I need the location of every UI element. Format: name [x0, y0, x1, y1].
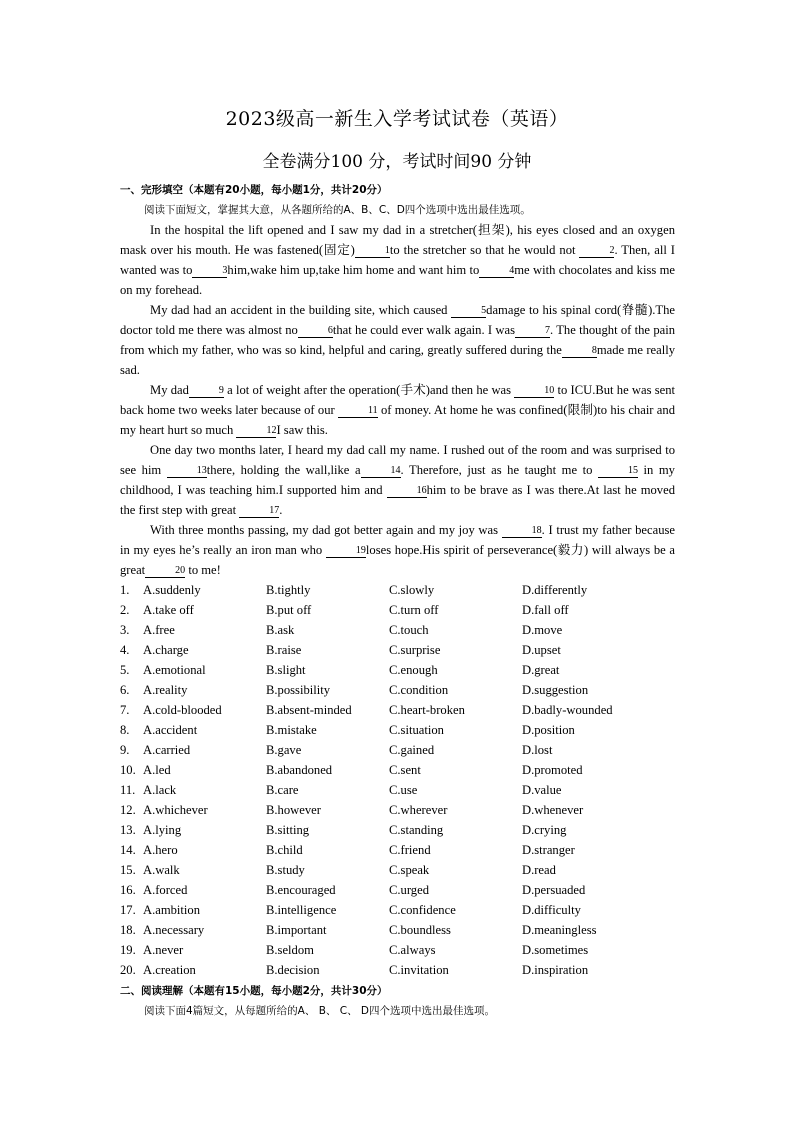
option-a: A.take off [143, 603, 194, 617]
option-b: B.intelligence [266, 903, 337, 917]
option-b: B.sitting [266, 823, 310, 837]
passage-paragraph [120, 440, 675, 520]
passage-text: to the stretcher so that he would not [389, 243, 580, 257]
option-a: A.walk [143, 863, 180, 877]
option-row [120, 580, 680, 600]
option-d: D.read [522, 863, 556, 877]
passage-text: him to be brave as I was there.At last he moved the first step with great [120, 483, 675, 517]
option-b: B.encouraged [266, 883, 336, 897]
option-a: A.never [143, 943, 184, 957]
option-row [120, 640, 680, 660]
option-b: B.however [266, 803, 321, 817]
option-a: A.free [143, 623, 175, 637]
page-subtitle: 全卷满分100 分，考试时间90 分钟 [262, 152, 532, 172]
blank-3: 3 [192, 264, 227, 278]
blank-12: 12 [236, 424, 276, 438]
option-b: B.gave [266, 743, 302, 757]
passage-text: . The thought of the pain from which my father, who was so kind, helpful and caring, greatly suffered during the [120, 323, 675, 357]
question-number: 12. [120, 803, 136, 817]
page-title: 2023级高一新生入学考试试卷（英语） [225, 108, 569, 130]
answer-options-list [120, 580, 680, 980]
option-a: A.reality [143, 683, 188, 697]
question-number: 1. [120, 583, 130, 597]
option-row [120, 660, 680, 680]
option-c: C.urged [389, 883, 429, 897]
blank-20: 20 [145, 564, 185, 578]
option-row [120, 880, 680, 900]
question-number: 16. [120, 883, 136, 897]
option-c: C.sent [389, 763, 421, 777]
option-c: C.invitation [389, 963, 449, 977]
passage-text: to ICU.But he was sent back home two weeks later because of our [120, 383, 675, 417]
question-number: 3. [120, 623, 130, 637]
option-d: D.difficulty [522, 903, 581, 917]
option-d: D.position [522, 723, 575, 737]
question-number: 9. [120, 743, 130, 757]
question-number: 6. [120, 683, 130, 697]
option-c: C.situation [389, 723, 444, 737]
section2-instruction: 阅读下面4篇短文，从每题所给的A、 B、 C、 D四个选项中选出最佳选项。 [144, 1005, 495, 1017]
option-row [120, 720, 680, 740]
option-c: C.always [389, 943, 436, 957]
question-number: 5. [120, 663, 130, 677]
passage-text: there, holding the wall,like a [206, 463, 361, 477]
passage-text: With three months passing, my dad got better again and my joy was [150, 523, 502, 537]
option-c: C.boundless [389, 923, 451, 937]
option-a: A.whichever [143, 803, 208, 817]
option-a: A.carried [143, 743, 191, 757]
option-d: D.upset [522, 643, 561, 657]
option-row [120, 620, 680, 640]
blank-18: 18 [502, 524, 542, 538]
blank-16: 16 [387, 484, 427, 498]
passage-text: that he could ever walk again. I was [332, 323, 515, 337]
option-b: B.put off [266, 603, 312, 617]
passage-text: in my childhood, I was teaching him.I supported him and [120, 463, 675, 497]
question-number: 7. [120, 703, 130, 717]
cloze-passage [120, 220, 675, 580]
question-number: 20. [120, 963, 136, 977]
option-b: B.care [266, 783, 299, 797]
option-c: C.speak [389, 863, 430, 877]
option-b: B.slight [266, 663, 306, 677]
option-row [120, 920, 680, 940]
option-d: D.stranger [522, 843, 575, 857]
blank-8: 8 [562, 344, 597, 358]
option-b: B.abandoned [266, 763, 333, 777]
question-number: 14. [120, 843, 136, 857]
option-a: A.necessary [143, 923, 205, 937]
option-b: B.ask [266, 623, 295, 637]
blank-14: 14 [361, 464, 401, 478]
question-number: 2. [120, 603, 130, 617]
passage-text: a lot of weight after the operation(手术)and then he was [223, 383, 515, 397]
passage-text: I saw this. [276, 423, 328, 437]
option-b: B.raise [266, 643, 302, 657]
question-number: 11. [120, 783, 136, 797]
option-row [120, 800, 680, 820]
option-row [120, 960, 680, 980]
option-c: C.friend [389, 843, 431, 857]
option-row [120, 940, 680, 960]
option-d: D.move [522, 623, 563, 637]
passage-paragraph [120, 520, 675, 580]
option-a: A.lying [143, 823, 182, 837]
blank-17: 17 [239, 504, 279, 518]
passage-text: loses hope.His spirit of perseverance(毅力) will always be a great [120, 543, 675, 577]
option-a: A.emotional [143, 663, 206, 677]
passage-text: In the hospital the lift opened and I saw my dad in a stretcher(担架), his eyes closed and an oxygen mask over his mouth. He was fastened(固定) [120, 223, 675, 257]
option-row [120, 780, 680, 800]
question-number: 8. [120, 723, 130, 737]
blank-1: 1 [355, 244, 390, 258]
passage-paragraph [120, 380, 675, 440]
option-d: D.crying [522, 823, 567, 837]
blank-11: 11 [338, 404, 378, 418]
option-d: D.promoted [522, 763, 583, 777]
option-c: C.slowly [389, 583, 435, 597]
blank-13: 13 [167, 464, 207, 478]
option-row [120, 860, 680, 880]
question-number: 19. [120, 943, 136, 957]
option-a: A.creation [143, 963, 196, 977]
option-a: A.hero [143, 843, 178, 857]
option-b: B.tightly [266, 583, 311, 597]
passage-text: . Therefore, just as he taught me to [400, 463, 598, 477]
passage-text: . [279, 503, 283, 517]
blank-9: 9 [189, 384, 224, 398]
option-d: D.great [522, 663, 560, 677]
passage-text: . I trust my father because in my eyes he’s really an iron man who [120, 523, 675, 557]
passage-text: to me! [185, 563, 221, 577]
option-a: A.accident [143, 723, 198, 737]
question-number: 17. [120, 903, 136, 917]
blank-4: 4 [479, 264, 514, 278]
option-c: C.wherever [389, 803, 448, 817]
blank-2: 2 [579, 244, 614, 258]
question-number: 18. [120, 923, 136, 937]
option-row [120, 740, 680, 760]
option-row [120, 700, 680, 720]
passage-text: My dad [150, 383, 189, 397]
option-a: A.ambition [143, 903, 201, 917]
passage-text: One day two months later, I heard my dad call my name. I rushed out of the room and was surprised to see him [120, 443, 675, 477]
blank-10: 10 [514, 384, 554, 398]
section1-heading: 一、完形填空（本题有20小题，每小题1分，共计20分） [120, 184, 388, 196]
option-a: A.lack [143, 783, 177, 797]
option-row [120, 900, 680, 920]
passage-text: him,wake him up,take him home and want him to [227, 263, 480, 277]
option-a: A.led [143, 763, 171, 777]
option-d: D.whenever [522, 803, 584, 817]
option-a: A.cold-blooded [143, 703, 222, 717]
option-d: D.meaningless [522, 923, 597, 937]
option-d: D.differently [522, 583, 588, 597]
passage-text: made me really sad. [120, 343, 675, 377]
option-c: C.use [389, 783, 418, 797]
passage-paragraph [120, 300, 675, 380]
question-number: 10. [120, 763, 136, 777]
option-row [120, 840, 680, 860]
option-c: C.surprise [389, 643, 441, 657]
option-b: B.child [266, 843, 303, 857]
option-d: D.badly-wounded [522, 703, 613, 717]
blank-5: 5 [451, 304, 486, 318]
blank-19: 19 [326, 544, 366, 558]
option-row [120, 760, 680, 780]
section1-instruction: 阅读下面短文，掌握其大意，从各题所给的A、B、C、D四个选项中选出最佳选项。 [144, 204, 531, 216]
question-number: 13. [120, 823, 136, 837]
option-b: B.seldom [266, 943, 314, 957]
option-c: C.confidence [389, 903, 456, 917]
option-b: B.mistake [266, 723, 317, 737]
passage-text: damage to his spinal cord(脊髓).The doctor told me there was almost no [120, 303, 675, 337]
passage-paragraph [120, 220, 675, 300]
option-a: A.forced [143, 883, 188, 897]
option-c: C.enough [389, 663, 438, 677]
option-d: D.lost [522, 743, 553, 757]
passage-text: of money. At home he was confined(限制)to his chair and my heart hurt so much [120, 403, 675, 437]
option-c: C.heart-broken [389, 703, 465, 717]
option-c: C.gained [389, 743, 435, 757]
option-d: D.inspiration [522, 963, 589, 977]
option-d: D.value [522, 783, 562, 797]
question-number: 4. [120, 643, 130, 657]
option-a: A.charge [143, 643, 189, 657]
blank-7: 7 [515, 324, 550, 338]
passage-text: me with chocolates and kiss me on my forehead. [120, 263, 675, 297]
option-d: D.fall off [522, 603, 569, 617]
option-row [120, 820, 680, 840]
option-a: A.suddenly [143, 583, 201, 597]
passage-text: My dad had an accident in the building site, which caused [150, 303, 452, 317]
option-d: D.persuaded [522, 883, 586, 897]
option-b: B.absent-minded [266, 703, 352, 717]
option-b: B.important [266, 923, 327, 937]
option-c: C.touch [389, 623, 429, 637]
option-d: D.suggestion [522, 683, 589, 697]
option-c: C.standing [389, 823, 444, 837]
question-number: 15. [120, 863, 136, 877]
option-row [120, 680, 680, 700]
blank-6: 6 [298, 324, 333, 338]
option-c: C.turn off [389, 603, 439, 617]
option-b: B.decision [266, 963, 320, 977]
passage-text: . Then, all I wanted was to [120, 243, 675, 277]
section2-heading: 二、阅读理解（本题有15小题，每小题2分，共计30分） [120, 985, 388, 997]
option-row [120, 600, 680, 620]
option-b: B.possibility [266, 683, 331, 697]
blank-15: 15 [598, 464, 638, 478]
option-b: B.study [266, 863, 305, 877]
option-d: D.sometimes [522, 943, 589, 957]
option-c: C.condition [389, 683, 449, 697]
